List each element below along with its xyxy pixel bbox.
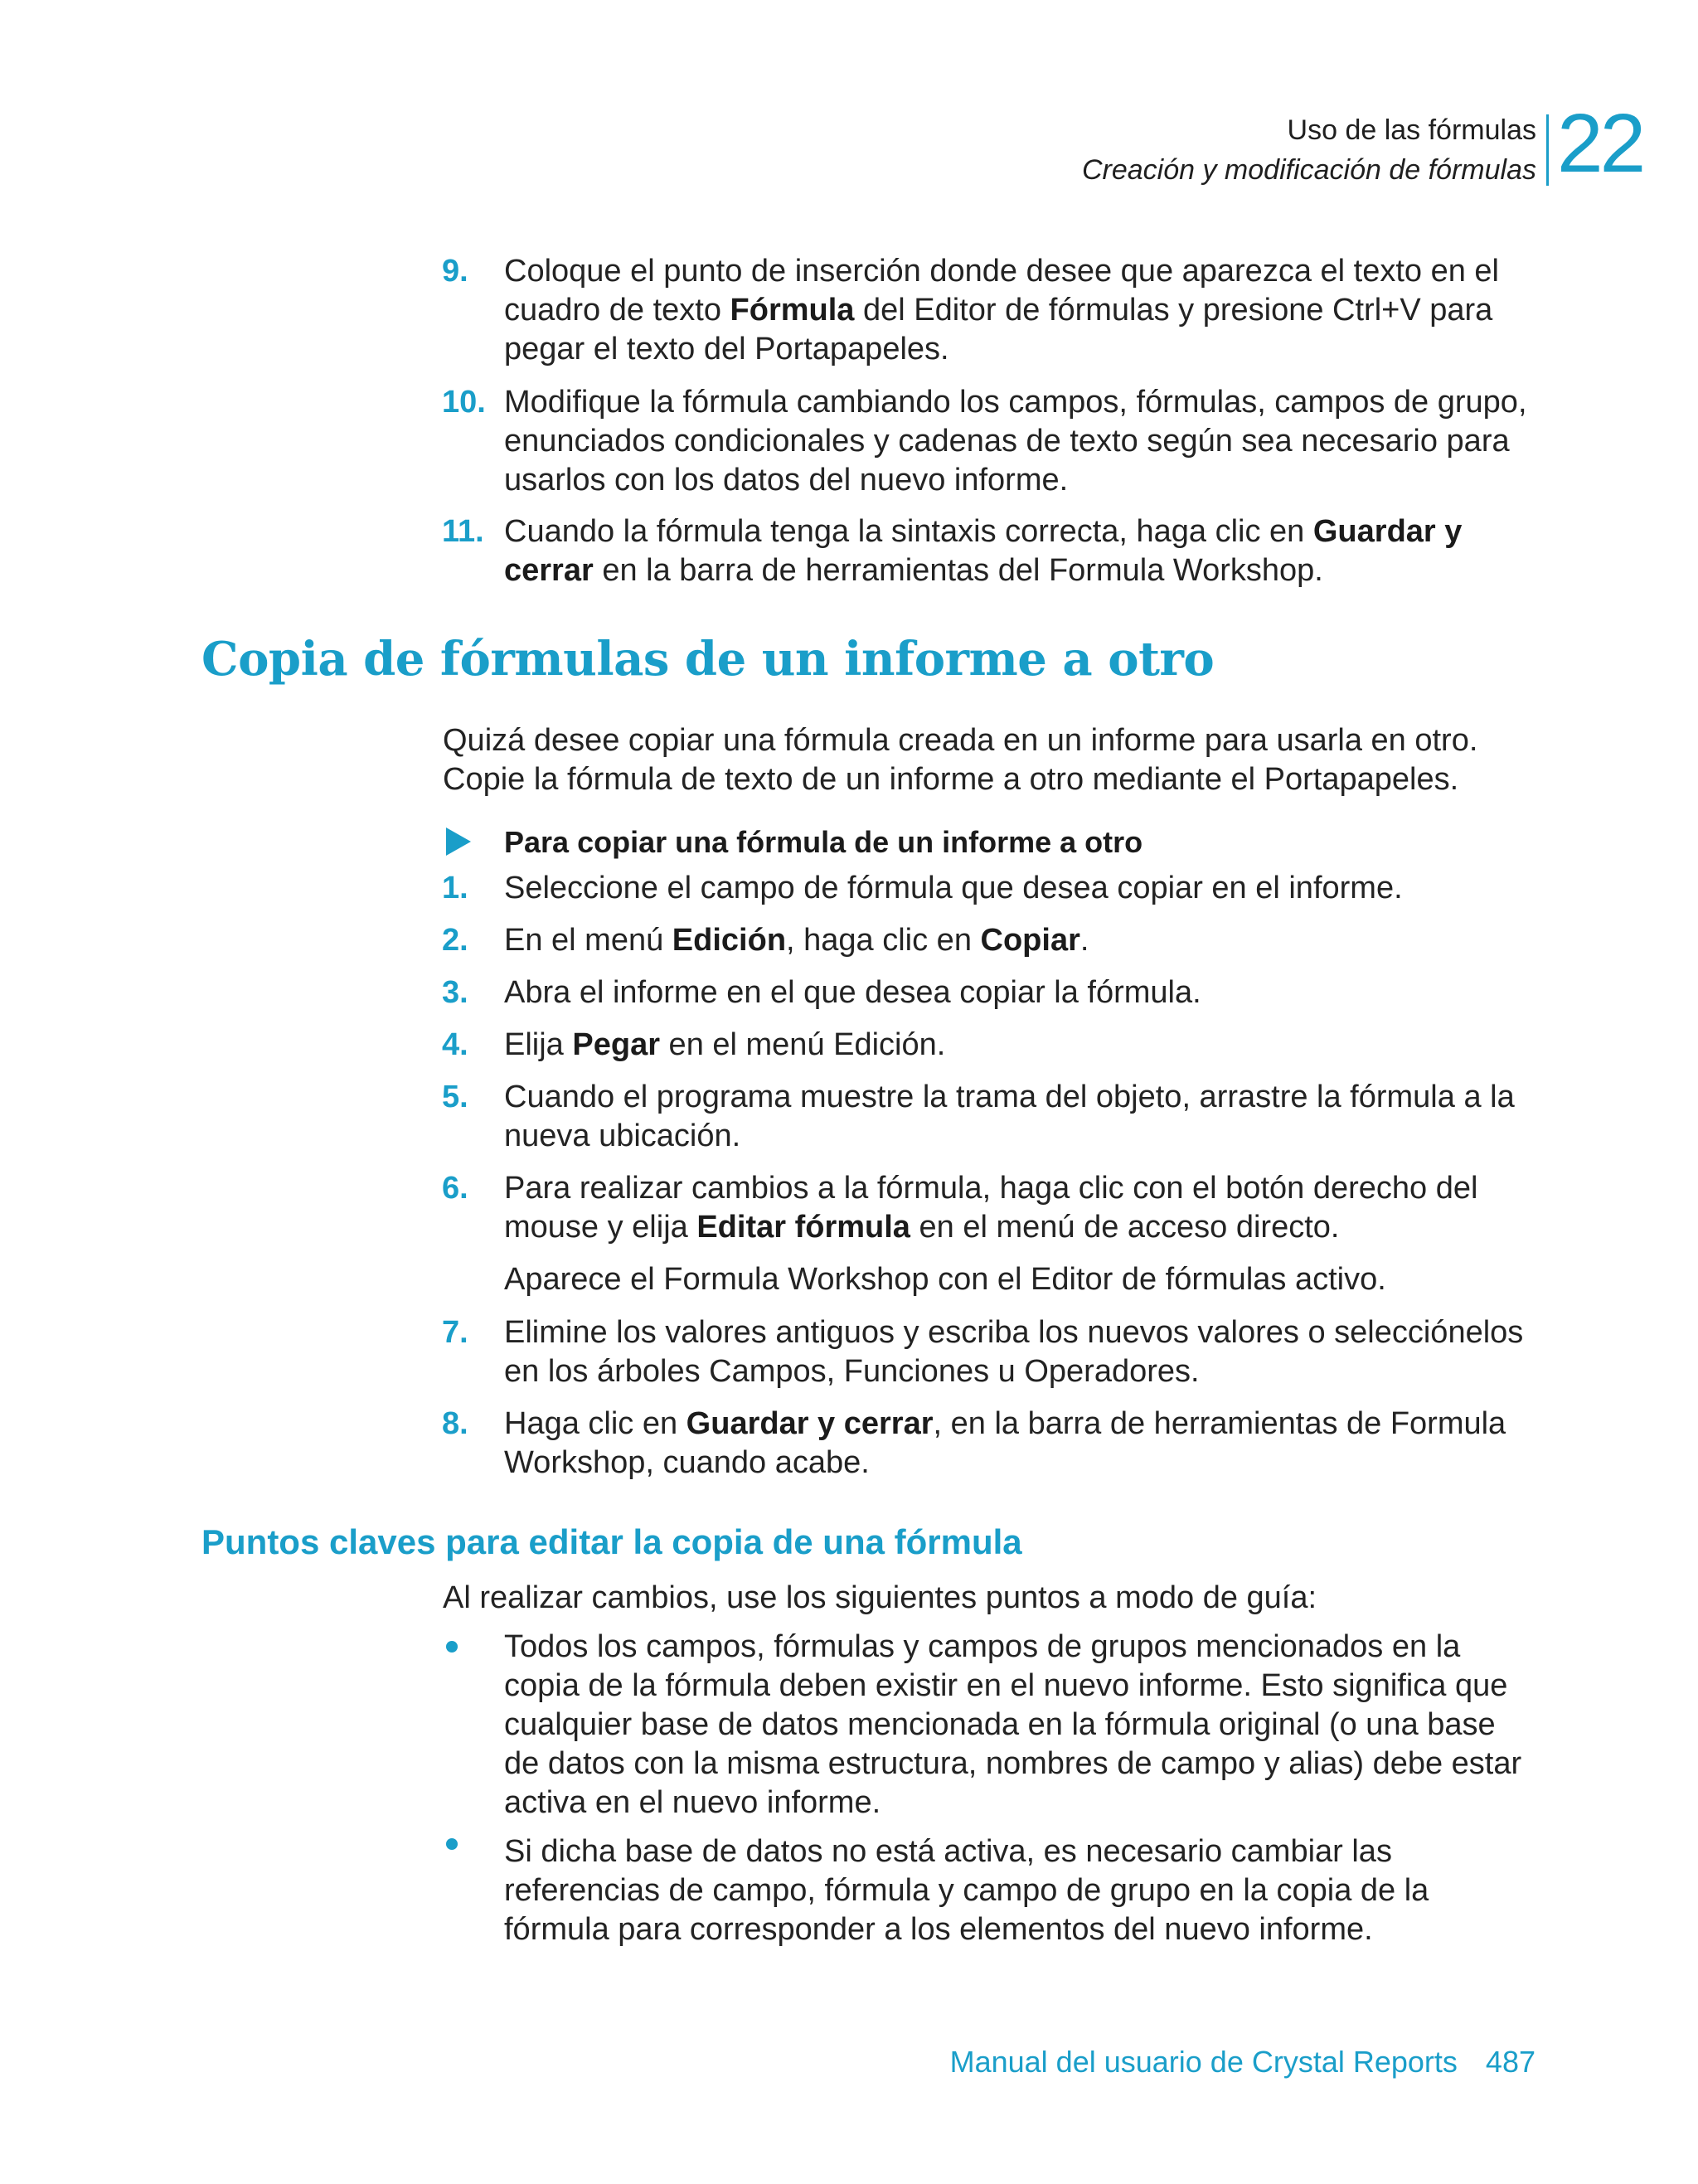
bullet-line: de datos con la misma estructura, nombres de campo y alias) debe estar bbox=[504, 1746, 1522, 1781]
header-divider bbox=[1546, 114, 1549, 186]
bullet-line: Todos los campos, fórmulas y campos de grupos mencionados en la bbox=[504, 1629, 1461, 1664]
step-number: 8. bbox=[442, 1406, 468, 1441]
header-section: Uso de las fórmulas bbox=[1287, 114, 1536, 146]
procedure-title: Para copiar una fórmula de un informe a otro bbox=[504, 825, 1143, 859]
step-number: 3. bbox=[442, 975, 468, 1010]
step-line: en los árboles Campos, Funciones u Operadores. bbox=[504, 1354, 1200, 1389]
step-text bbox=[504, 512, 1462, 590]
bullet-line: activa en el nuevo informe. bbox=[504, 1785, 881, 1820]
step-line: nueva ubicación. bbox=[504, 1119, 741, 1153]
step-line: Cuando la fórmula tenga la sintaxis correcta, haga clic en Guardar y bbox=[504, 514, 1463, 549]
step-line: mouse y elija Editar fórmula en el menú de acceso directo. bbox=[504, 1210, 1340, 1245]
bullet-line: fórmula para corresponder a los elementos del nuevo informe. bbox=[504, 1912, 1373, 1947]
step-text bbox=[504, 1405, 1506, 1483]
bullet-line: cualquier base de datos mencionada en la fórmula original (o una base bbox=[504, 1707, 1496, 1742]
bullet-icon bbox=[446, 1641, 458, 1653]
intro-line: Quizá desee copiar una fórmula creada en un informe para usarla en otro. bbox=[443, 723, 1478, 758]
subsection-intro: Al realizar cambios, use los siguientes puntos a modo de guía: bbox=[443, 1580, 1317, 1615]
step-note: Aparece el Formula Workshop con el Editor de fórmulas activo. bbox=[504, 1262, 1386, 1297]
bullet-line: copia de la fórmula deben existir en el nuevo informe. Esto significa que bbox=[504, 1668, 1508, 1703]
header-subsection: Creación y modificación de fórmulas bbox=[1081, 154, 1536, 186]
step-line: cuadro de texto Fórmula del Editor de fórmulas y presione Ctrl+V para bbox=[504, 293, 1493, 328]
step-text bbox=[504, 1078, 1515, 1156]
bullet-text bbox=[504, 1628, 1521, 1822]
page-number: 487 bbox=[1485, 2045, 1535, 2079]
section-heading: Copia de fórmulas de un informe a otro bbox=[201, 632, 1215, 687]
intro-line: Copie la fórmula de texto de un informe a otro mediante el Portapapeles. bbox=[443, 762, 1459, 797]
step-number: 5. bbox=[442, 1080, 468, 1114]
step-line: usarlos con los datos del nuevo informe. bbox=[504, 463, 1069, 497]
bullet-icon bbox=[446, 1838, 458, 1850]
step-text bbox=[504, 1169, 1477, 1247]
bullet-text bbox=[504, 1832, 1429, 1949]
step-line: Coloque el punto de inserción donde desee que aparezca el texto en el bbox=[504, 254, 1499, 289]
running-header bbox=[1082, 110, 1536, 190]
step-text: En el menú Edición, haga clic en Copiar. bbox=[504, 923, 1089, 958]
page-footer bbox=[950, 2043, 1535, 2081]
step-text: Abra el informe en el que desea copiar la fórmula. bbox=[504, 975, 1201, 1010]
procedure-arrow-icon bbox=[446, 827, 471, 856]
section-intro bbox=[443, 721, 1477, 799]
step-number: 10. bbox=[442, 385, 486, 420]
step-text bbox=[504, 1313, 1523, 1391]
step-line: cerrar en la barra de herramientas del Formula Workshop. bbox=[504, 553, 1323, 588]
step-number: 7. bbox=[442, 1315, 468, 1350]
subsection-heading: Puntos claves para editar la copia de una fórmula bbox=[201, 1522, 1022, 1561]
step-line: pegar el texto del Portapapeles. bbox=[504, 332, 949, 366]
step-text bbox=[504, 383, 1527, 500]
bullet-line: referencias de campo, fórmula y campo de grupo en la copia de la bbox=[504, 1873, 1429, 1908]
step-text bbox=[504, 252, 1499, 369]
step-number: 4. bbox=[442, 1027, 468, 1062]
footer-title: Manual del usuario de Crystal Reports bbox=[949, 2045, 1458, 2079]
step-line: Elimine los valores antiguos y escriba los nuevos valores o selecciónelos bbox=[504, 1315, 1524, 1350]
step-text: Elija Pegar en el menú Edición. bbox=[504, 1027, 946, 1062]
step-number: 1. bbox=[442, 871, 468, 905]
step-line: enunciados condicionales y cadenas de texto según sea necesario para bbox=[504, 424, 1510, 459]
step-number: 2. bbox=[442, 923, 468, 958]
step-line: Workshop, cuando acabe. bbox=[504, 1445, 870, 1480]
step-line: Modifique la fórmula cambiando los campos, fórmulas, campos de grupo, bbox=[504, 385, 1527, 420]
step-line: Para realizar cambios a la fórmula, haga clic con el botón derecho del bbox=[504, 1171, 1478, 1206]
step-line: Haga clic en Guardar y cerrar, en la barra de herramientas de Formula bbox=[504, 1406, 1506, 1441]
step-number: 6. bbox=[442, 1171, 468, 1206]
step-number: 9. bbox=[442, 254, 468, 289]
step-text: Seleccione el campo de fórmula que desea copiar en el informe. bbox=[504, 871, 1403, 905]
step-line: Cuando el programa muestre la trama del objeto, arrastre la fórmula a la bbox=[504, 1080, 1515, 1114]
step-number: 11. bbox=[442, 514, 484, 549]
chapter-number: 22 bbox=[1557, 97, 1643, 190]
bullet-line: Si dicha base de datos no está activa, es necesario cambiar las bbox=[504, 1834, 1392, 1869]
